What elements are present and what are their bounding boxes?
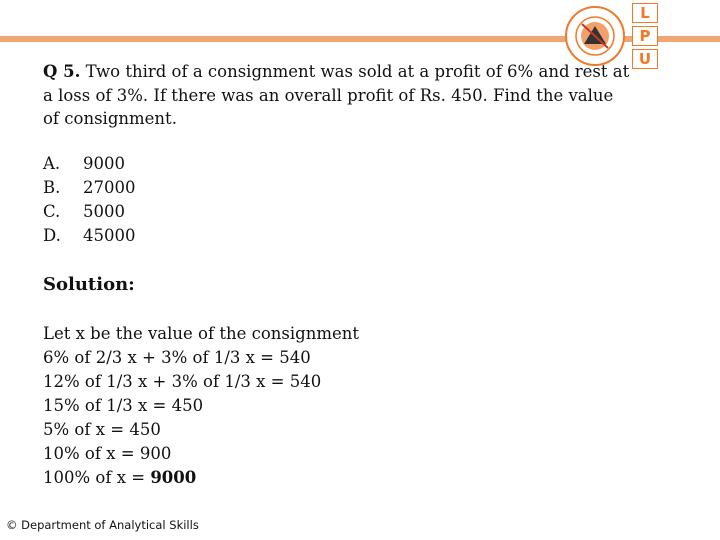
solution-line: 12% of 1/3 x + 3% of 1/3 x = 540 bbox=[43, 372, 322, 391]
solution-final-line bbox=[43, 466, 359, 490]
option-key: D. bbox=[43, 226, 61, 245]
option-key: C. bbox=[43, 202, 61, 221]
footer-text: © Department of Analytical Skills bbox=[6, 518, 199, 532]
option-key: A. bbox=[43, 154, 61, 173]
logo-letter: P bbox=[632, 26, 658, 46]
option-c bbox=[43, 200, 136, 224]
solution-steps bbox=[43, 322, 359, 490]
solution-title: Solution: bbox=[43, 274, 135, 295]
question-number: Q 5. bbox=[43, 62, 81, 81]
logo-letter: U bbox=[632, 49, 658, 69]
solution-answer: 9000 bbox=[150, 468, 197, 487]
lpu-logo bbox=[632, 3, 658, 72]
option-b bbox=[43, 176, 136, 200]
question bbox=[43, 60, 633, 131]
logo-letter: L bbox=[632, 3, 658, 23]
options-list bbox=[43, 152, 136, 248]
solution-line: 6% of 2/3 x + 3% of 1/3 x = 540 bbox=[43, 348, 311, 367]
solution-line: 5% of x = 450 bbox=[43, 420, 161, 439]
option-key: B. bbox=[43, 178, 61, 197]
option-value: 45000 bbox=[83, 226, 136, 245]
option-d bbox=[43, 224, 136, 248]
option-value: 27000 bbox=[83, 178, 136, 197]
question-text: Two third of a consignment was sold at a profit of 6% and rest at a loss of 3%. If there was an overall profit of Rs. 450. Find the value of consignment. bbox=[43, 62, 630, 128]
option-a bbox=[43, 152, 136, 176]
university-seal-icon bbox=[560, 4, 630, 68]
solution-line: Let x be the value of the consignment bbox=[43, 324, 360, 343]
solution-line: 10% of x = 900 bbox=[43, 444, 172, 463]
solution-final-prefix: 100% of x = bbox=[43, 468, 151, 487]
option-value: 5000 bbox=[83, 202, 125, 221]
solution-line: 15% of 1/3 x = 450 bbox=[43, 396, 204, 415]
option-value: 9000 bbox=[83, 154, 125, 173]
